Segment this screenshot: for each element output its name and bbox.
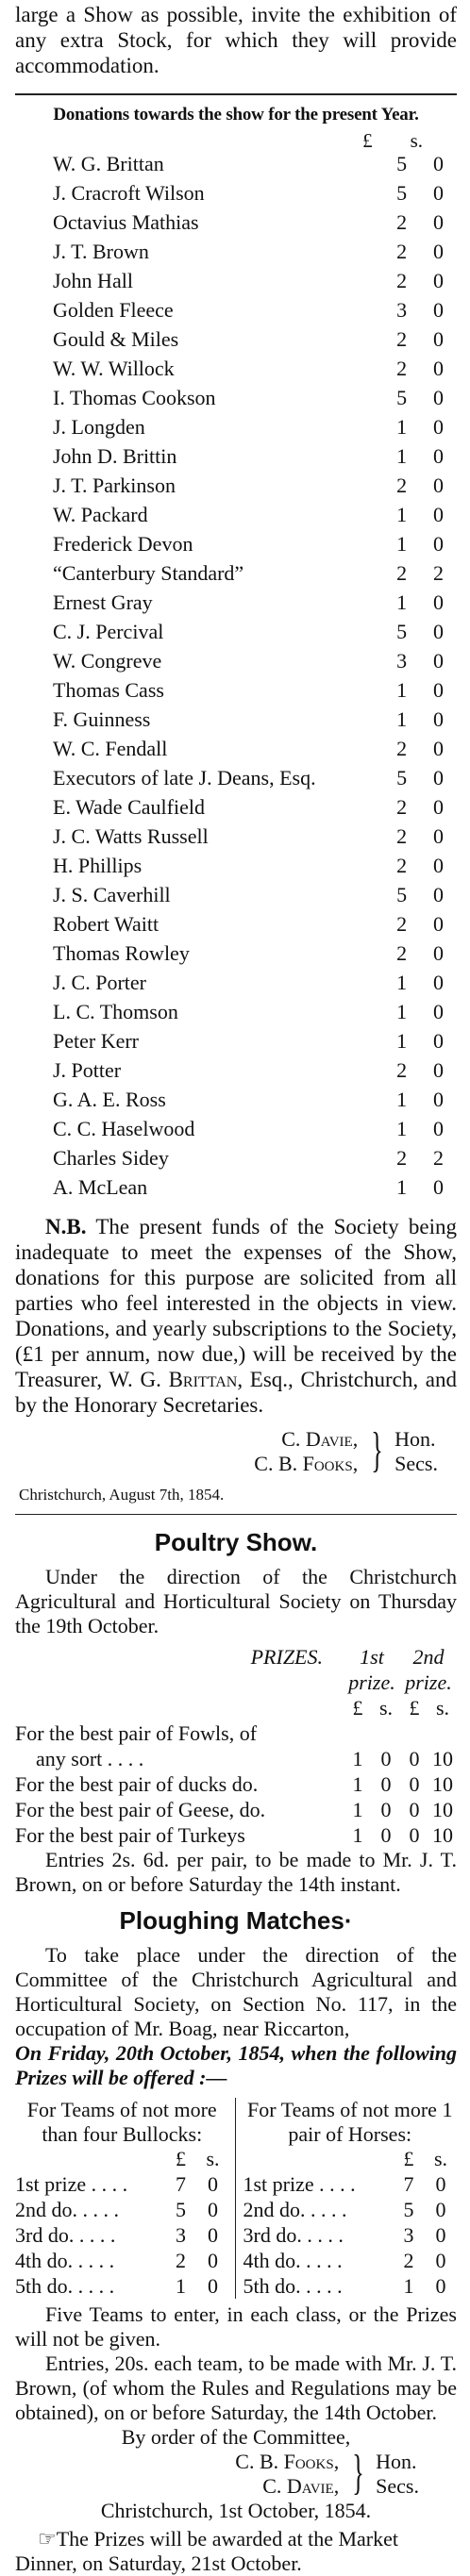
brace-glyph: }	[352, 2446, 364, 2500]
donor-name: John D. Brittin	[53, 444, 177, 468]
donation-row	[15, 824, 457, 854]
donation-pounds: 1	[396, 1175, 408, 1199]
donation-pounds: 1	[396, 415, 408, 439]
donation-shillings: 0	[433, 210, 445, 234]
prize-shillings: 0	[435, 2198, 446, 2221]
donor-name: A. McLean	[53, 1175, 148, 1199]
prize-pounds: 3	[403, 2223, 414, 2247]
donation-shillings: 0	[433, 298, 445, 322]
donation-row	[15, 678, 457, 707]
donation-shillings: 0	[433, 1000, 445, 1023]
ploughing-prize-row	[15, 2171, 229, 2197]
donation-shillings: 0	[433, 269, 445, 292]
donor-name: “Canterbury Standard”	[53, 561, 244, 585]
bullocks-column	[15, 2098, 236, 2299]
donation-row	[15, 210, 457, 240]
donation-row	[15, 386, 457, 415]
donation-pounds: 1	[396, 444, 408, 468]
donation-row	[15, 181, 457, 210]
donation-pounds: 2	[396, 1146, 408, 1170]
role-label: Hon.	[394, 1427, 436, 1451]
role-label: Hon.	[376, 2450, 417, 2473]
donation-row	[15, 854, 457, 883]
donor-name: J. Potter	[53, 1058, 122, 1082]
prize-value: 0	[380, 1772, 392, 1796]
donation-pounds: 1	[396, 678, 408, 702]
poultry-prize-label: any sort . . . .	[36, 1747, 144, 1770]
donation-shillings: 0	[433, 386, 445, 409]
prize-value: 1	[352, 1823, 363, 1847]
nb-text-after: , Esq., Christchurch, and by the Honorary Secretaries.	[15, 1368, 458, 1417]
donation-shillings: 0	[433, 503, 445, 526]
donation-row	[15, 590, 457, 620]
donations-units-header	[15, 129, 457, 152]
bullocks-heading: For Teams of not more than four Bullocks:	[26, 2098, 217, 2146]
donation-pounds: 1	[396, 971, 408, 994]
donor-name: Robert Waitt	[53, 912, 159, 936]
prize-pounds: 2	[403, 2249, 414, 2272]
poultry-prize-row	[15, 1746, 457, 1771]
prize-pounds: 3	[176, 2223, 186, 2247]
intro-paragraph: large a Show as possible, invite the exhibition of any extra Stock, for which they will provide accommodation.	[15, 3, 457, 77]
prize-shillings: 0	[208, 2223, 218, 2247]
prize-label: 5th do. . . . .	[243, 2274, 343, 2298]
final-note: ☞The Prizes will be awarded at the Market Dinner, on Saturday, 21st October.	[15, 2527, 398, 2575]
nb-paragraph	[15, 1214, 457, 1418]
donor-name: C. J. Percival	[53, 620, 164, 643]
donation-row	[15, 532, 457, 561]
ploughing-prize-row	[15, 2273, 229, 2299]
secretary-name: C. Davie,	[262, 2474, 340, 2498]
donor-name: W. Packard	[53, 503, 148, 526]
prize-value: 0	[409, 1798, 420, 1821]
role-label: Secs.	[394, 1452, 438, 1475]
prize-label: 4th do. . . . .	[15, 2249, 115, 2272]
secretary-name: C. B. Fooks,	[254, 1452, 359, 1475]
donation-pounds: 2	[396, 561, 408, 585]
donation-row	[15, 357, 457, 386]
donation-shillings: 0	[433, 532, 445, 556]
secretary-name: C. B. Fooks,	[235, 2450, 340, 2473]
dateline: Christchurch, August 7th, 1854.	[19, 1486, 225, 1504]
prize-value	[372, 1720, 400, 1746]
prize-pounds: 1	[176, 2274, 186, 2298]
donation-row	[15, 1088, 457, 1117]
donation-shillings: 2	[433, 1146, 445, 1170]
donation-row	[15, 941, 457, 971]
donation-shillings: 0	[433, 1029, 445, 1053]
prizes-label: PRIZES.	[250, 1645, 323, 1669]
poultry-title: Poultry Show.	[154, 1528, 318, 1556]
prize-value: 0	[380, 1798, 392, 1821]
donation-pounds: 1	[396, 532, 408, 556]
donation-row	[15, 795, 457, 824]
donation-row	[15, 415, 457, 444]
poultry-prize-table	[15, 1644, 457, 1848]
prize-label: 1st prize . . . .	[243, 2172, 356, 2196]
role-label: Secs.	[376, 2474, 419, 2498]
ploughing-prize-row	[243, 2222, 458, 2248]
donor-name: C. C. Haselwood	[53, 1117, 195, 1140]
poultry-prize-row	[15, 1797, 457, 1822]
poultry-prize-row	[15, 1771, 457, 1797]
donation-pounds: 1	[396, 1117, 408, 1140]
donation-pounds: 2	[396, 854, 408, 877]
donations-list	[15, 152, 457, 1205]
donor-name: H. Phillips	[53, 854, 143, 877]
donor-name: J. S. Caverhill	[53, 883, 171, 906]
prize-pounds: 2	[176, 2249, 186, 2272]
prize-value	[428, 1720, 457, 1746]
prize-value: 0	[380, 1747, 392, 1770]
prize-shillings: 0	[208, 2274, 218, 2298]
ploughing-prize-row	[15, 2197, 229, 2222]
donation-row	[15, 1058, 457, 1088]
nb-lead: N.B.	[45, 1215, 87, 1238]
prize-value: 10	[432, 1747, 453, 1770]
donation-row	[15, 883, 457, 912]
prize-label: 2nd do. . . . .	[243, 2198, 347, 2221]
poultry-intro: Under the direction of the Christchurch Agricultural and Horticultural Society on Thursday the 19th October.	[15, 1565, 457, 1637]
donation-shillings: 0	[433, 474, 445, 497]
donation-pounds: 2	[396, 1058, 408, 1082]
donor-name: G. A. E. Ross	[53, 1088, 166, 1111]
donation-row	[15, 298, 457, 327]
donor-name: W. W. Willock	[53, 357, 175, 380]
prize-shillings: 0	[208, 2249, 218, 2272]
horses-heading: For Teams of not more 1 pair of Horses:	[247, 2098, 453, 2146]
donation-row	[15, 649, 457, 678]
donor-name: Charles Sidey	[53, 1146, 169, 1170]
unit-label: £	[352, 1696, 363, 1720]
poultry-prize-row	[15, 1720, 457, 1746]
donation-shillings: 0	[433, 1117, 445, 1140]
prize-pounds: 5	[403, 2198, 414, 2221]
donation-pounds: 2	[396, 941, 408, 965]
donor-name: Octavius Mathias	[53, 210, 199, 234]
donation-row	[15, 152, 457, 181]
unit-label: s.	[433, 2147, 448, 2170]
donation-shillings: 2	[433, 561, 445, 585]
donation-pounds: 2	[396, 240, 408, 263]
donor-name: Thomas Rowley	[53, 941, 190, 965]
donor-name: Executors of late J. Deans, Esq.	[53, 766, 316, 789]
donation-pounds: 2	[396, 474, 408, 497]
donation-shillings: 0	[433, 854, 445, 877]
donation-shillings: 0	[433, 152, 445, 175]
donation-shillings: 0	[433, 737, 445, 760]
donation-row	[15, 503, 457, 532]
ploughing-prize-row	[243, 2171, 458, 2197]
poultry-prize-row	[15, 1822, 457, 1848]
donor-name: J. Longden	[53, 415, 145, 439]
prize-pounds: 5	[176, 2198, 186, 2221]
prize-shillings: 0	[435, 2223, 446, 2247]
donation-pounds: 1	[396, 503, 408, 526]
shillings-unit: s.	[410, 129, 423, 152]
prize-value	[344, 1720, 372, 1746]
brace-glyph: }	[371, 1423, 383, 1477]
donation-row	[15, 474, 457, 503]
prize-shillings: 0	[208, 2172, 218, 2196]
donation-shillings: 0	[433, 590, 445, 614]
prize-label: 4th do. . . . .	[243, 2249, 343, 2272]
donation-shillings: 0	[433, 678, 445, 702]
prize-pounds: 7	[176, 2172, 186, 2196]
donation-pounds: 1	[396, 1088, 408, 1111]
ploughing-prize-columns	[15, 2098, 457, 2299]
prize-value: 0	[409, 1823, 420, 1847]
nb-text-before: The present funds of the Society being inadequate to meet the expenses of the Show, donations for this purpose are solicited from all parties who feel interested in the objects in view. Donations, and yearly subscriptions to the Society, (£1 per annum, now due,) will be received by the Treasurer, W. G.	[15, 1215, 457, 1391]
poultry-prize-label: For the best pair of Turkeys	[15, 1823, 245, 1847]
donation-row	[15, 327, 457, 357]
donation-shillings: 0	[433, 707, 445, 731]
donation-shillings: 0	[433, 1175, 445, 1199]
donor-name: Peter Kerr	[53, 1029, 140, 1053]
donor-name: John Hall	[53, 269, 133, 292]
donation-pounds: 1	[396, 1029, 408, 1053]
donor-name: J. Cracroft Wilson	[53, 181, 205, 205]
donor-name: F. Guinness	[53, 707, 151, 731]
donation-row	[15, 737, 457, 766]
donation-pounds: 2	[396, 824, 408, 848]
first-prize-head: 1st	[360, 1645, 384, 1669]
unit-label: s.	[378, 1696, 394, 1720]
donation-pounds: 2	[396, 795, 408, 819]
prize-value: 10	[432, 1823, 453, 1847]
prize-shillings: 0	[435, 2172, 446, 2196]
secretaries-signature	[15, 1423, 438, 1477]
donation-shillings: 0	[433, 766, 445, 789]
donation-pounds: 2	[396, 327, 408, 351]
donation-pounds: 2	[396, 269, 408, 292]
donor-name: W. G. Brittan	[53, 152, 164, 175]
donor-name: Ernest Gray	[53, 590, 153, 614]
unit-label: s.	[435, 1696, 450, 1720]
prize-head: prize.	[405, 1670, 452, 1694]
donation-row	[15, 240, 457, 269]
poultry-prize-label: For the best pair of ducks do.	[15, 1772, 259, 1796]
donor-name: I. Thomas Cookson	[53, 386, 216, 409]
prize-value: 1	[352, 1798, 363, 1821]
donation-shillings: 0	[433, 971, 445, 994]
donation-pounds: 2	[396, 912, 408, 936]
donation-row	[15, 620, 457, 649]
donation-shillings: 0	[433, 240, 445, 263]
donation-pounds: 3	[396, 298, 408, 322]
prize-value: 1	[352, 1747, 363, 1770]
donation-row	[15, 1000, 457, 1029]
ploughing-signature	[15, 2446, 419, 2500]
prize-value: 0	[380, 1823, 392, 1847]
donation-pounds: 1	[396, 590, 408, 614]
pointing-hand-icon: ☞	[38, 2527, 57, 2551]
prize-shillings: 0	[208, 2198, 218, 2221]
donor-name: Gould & Miles	[53, 327, 179, 351]
donor-name: W. C. Fendall	[53, 737, 168, 760]
prize-value: 10	[432, 1798, 453, 1821]
donation-shillings: 0	[433, 357, 445, 380]
prize-value: 0	[409, 1772, 420, 1796]
prize-label: 1st prize . . . .	[15, 2172, 128, 2196]
unit-label: £	[176, 2147, 186, 2170]
pounds-unit: £	[362, 129, 373, 152]
prize-value: 1	[352, 1772, 363, 1796]
ploughing-title: Ploughing Matches·	[119, 1906, 353, 1935]
donation-pounds: 2	[396, 737, 408, 760]
prize-label: 3rd do. . . . .	[15, 2223, 116, 2247]
ploughing-prize-row	[243, 2197, 458, 2222]
prize-value: 0	[409, 1747, 420, 1770]
ploughing-prize-row	[15, 2222, 229, 2248]
donor-name: J. T. Brown	[53, 240, 149, 263]
prize-label: 3rd do. . . . .	[243, 2223, 344, 2247]
donor-name: Frederick Devon	[53, 532, 193, 556]
ploughing-entries: Entries, 20s. each team, to be made with Mr. J. T. Brown, (of whom the Rules and Regulations may be obtained), on or before Saturday, the 14th October.	[15, 2352, 457, 2424]
prize-value: 10	[432, 1772, 453, 1796]
secretary-name: C. Davie,	[281, 1427, 359, 1451]
donation-pounds: 1	[396, 1000, 408, 1023]
prize-head: prize.	[348, 1670, 395, 1694]
prize-value	[400, 1720, 428, 1746]
unit-label: s.	[206, 2147, 220, 2170]
horses-column	[236, 2098, 458, 2299]
donation-row	[15, 1175, 457, 1205]
ploughing-intro: To take place under the direction of the Committee of the Christchurch Agricultural and Horticultural Society, on Section No. 117, in the occupation of Mr. Boag, near Riccarton,	[15, 1943, 457, 2040]
donation-shillings: 0	[433, 824, 445, 848]
donation-pounds: 5	[396, 181, 408, 205]
donation-shillings: 0	[433, 1088, 445, 1111]
donation-pounds: 5	[396, 883, 408, 906]
poultry-entries: Entries 2s. 6d. per pair, to be made to Mr. J. T. Brown, on or before Saturday the 14th instant.	[15, 1848, 457, 1896]
prize-label: 2nd do. . . . .	[15, 2198, 119, 2221]
donation-pounds: 2	[396, 210, 408, 234]
donor-name: J. C. Watts Russell	[53, 824, 209, 848]
donation-shillings: 0	[433, 620, 445, 643]
donation-row	[15, 707, 457, 737]
donation-row	[15, 561, 457, 590]
section-divider	[15, 93, 457, 95]
prize-label: 5th do. . . . .	[15, 2274, 115, 2298]
donation-row	[15, 269, 457, 298]
donation-shillings: 0	[433, 912, 445, 936]
treasurer-surname: Brittan	[168, 1368, 238, 1391]
donation-row	[15, 1146, 457, 1175]
section-divider	[15, 1514, 457, 1515]
prize-shillings: 0	[435, 2274, 446, 2298]
donation-shillings: 0	[433, 795, 445, 819]
donation-row	[15, 1029, 457, 1058]
donor-name: J. C. Porter	[53, 971, 146, 994]
ploughing-dateline: Christchurch, 1st October, 1854.	[100, 2499, 372, 2522]
donor-name: L. C. Thomson	[53, 1000, 178, 1023]
donation-shillings: 0	[433, 415, 445, 439]
ploughing-date-line: On Friday, 20th October, 1854, when the following Prizes will be offered :—	[15, 2041, 457, 2089]
donor-name: Thomas Cass	[53, 678, 164, 702]
donor-name: J. T. Parkinson	[53, 474, 176, 497]
poultry-prize-label: For the best pair of Geese, do.	[15, 1798, 266, 1821]
donation-row	[15, 766, 457, 795]
prize-pounds: 1	[403, 2274, 414, 2298]
donation-pounds: 3	[396, 649, 408, 673]
donation-row	[15, 971, 457, 1000]
donor-name: E. Wade Caulfield	[53, 795, 205, 819]
donation-pounds: 1	[396, 707, 408, 731]
donation-shillings: 0	[433, 444, 445, 468]
ploughing-prize-row	[243, 2273, 458, 2299]
unit-label: £	[403, 2147, 414, 2170]
donation-pounds: 5	[396, 386, 408, 409]
donation-pounds: 5	[396, 152, 408, 175]
second-prize-head: 2nd	[412, 1645, 445, 1669]
prize-pounds: 7	[403, 2172, 414, 2196]
donation-pounds: 5	[396, 766, 408, 789]
donation-shillings: 0	[433, 181, 445, 205]
donation-row	[15, 1117, 457, 1146]
donation-pounds: 2	[396, 357, 408, 380]
donation-pounds: 5	[396, 620, 408, 643]
donation-shillings: 0	[433, 941, 445, 965]
donation-row	[15, 912, 457, 941]
unit-label: £	[409, 1696, 420, 1720]
poultry-prize-label: For the best pair of Fowls, of	[15, 1721, 258, 1745]
donation-row	[15, 444, 457, 474]
by-order-line: By order of the Committee,	[121, 2425, 351, 2449]
donation-shillings: 0	[433, 327, 445, 351]
donation-shillings: 0	[433, 649, 445, 673]
prize-shillings: 0	[435, 2249, 446, 2272]
donor-name: Golden Fleece	[53, 298, 174, 322]
five-teams-note: Five Teams to enter, in each class, or the Prizes will not be given.	[15, 2302, 457, 2351]
donations-heading: Donations towards the show for the present Year.	[53, 105, 419, 125]
donation-shillings: 0	[433, 883, 445, 906]
donor-name: W. Congreve	[53, 649, 162, 673]
donation-shillings: 0	[433, 1058, 445, 1082]
